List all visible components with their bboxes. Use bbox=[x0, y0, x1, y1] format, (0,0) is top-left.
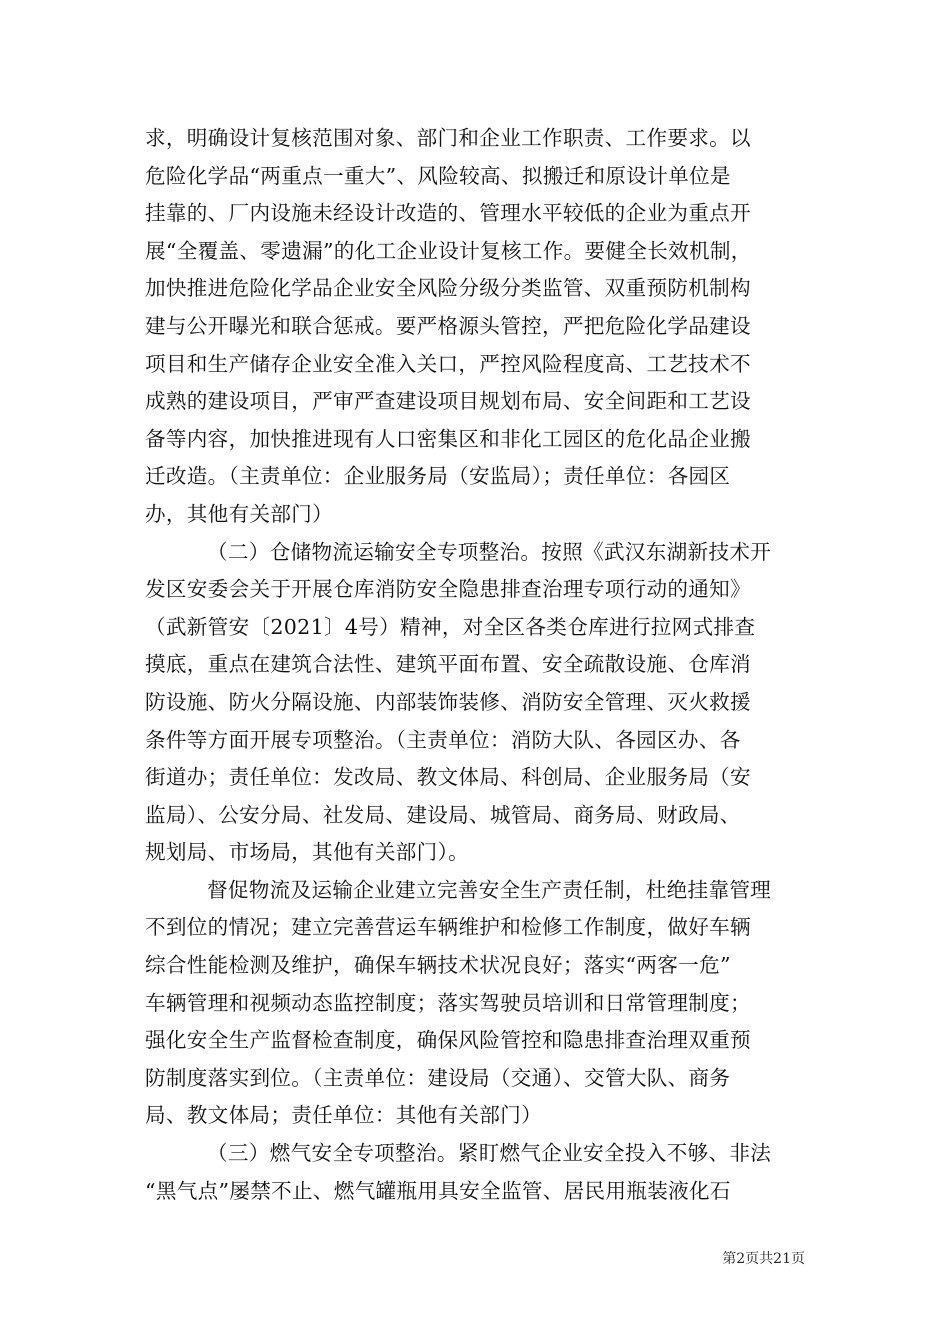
text-line: 挂靠的、厂内设施未经设计改造的、管理水平较低的企业为重点开 bbox=[145, 201, 751, 226]
text-line: 备等内容，加快推进现有人口密集区和非化工园区的危化品企业搬 bbox=[145, 426, 751, 451]
text-line: 摸底，重点在建筑合法性、建筑平面布置、安全疏散设施、仓库消 bbox=[145, 652, 751, 677]
document-body bbox=[145, 120, 805, 1210]
text-line: 街道办；责任单位：发改局、教文体局、科创局、企业服务局（安 bbox=[145, 765, 751, 790]
text-line: “黑气点”屡禁不止、燃气罐瓶用具安全监管、居民用瓶装液化石 bbox=[145, 1178, 731, 1203]
text-line: 迁改造。（主责单位：企业服务局（安监局）；责任单位：各园区 bbox=[145, 464, 731, 489]
text-line: 条件等方面开展专项整治。（主责单位：消防大队、各园区办、各 bbox=[145, 727, 741, 752]
paragraph-p2 bbox=[145, 534, 805, 872]
text-line: 防设施、防火分隔设施、内部装饰装修、消防安全管理、灭火救援 bbox=[145, 689, 751, 714]
paragraph-p4 bbox=[145, 1135, 805, 1210]
text-line: 综合性能检测及维护，确保车辆技术状况良好；落实“两客一危” bbox=[145, 953, 731, 978]
page-number: 第2页共21页 bbox=[722, 1251, 805, 1267]
text-line: （三）燃气安全专项整治。紧盯燃气企业安全投入不够、非法 bbox=[207, 1141, 772, 1166]
text-line: 规划局、市场局，其他有关部门）。 bbox=[145, 840, 469, 865]
text-line: 局、教文体局；责任单位：其他有关部门） bbox=[145, 1103, 542, 1128]
text-line: 展“全覆盖、零遗漏”的化工企业设计复核工作。要健全长效机制， bbox=[145, 238, 752, 263]
text-line: （武新管安〔2021〕4号）精神，对全区各类仓库进行拉网式排查 bbox=[145, 614, 756, 639]
text-line: 项目和生产储存企业安全准入关口，严控风险程度高、工艺技术不 bbox=[145, 351, 751, 376]
text-line: 办，其他有关部门） bbox=[145, 501, 334, 526]
text-line: 求，明确设计复核范围对象、部门和企业工作职责、工作要求。以 bbox=[145, 126, 751, 150]
text-line: 建与公开曝光和联合惩戒。要严格源头管控，严把危险化学品建设 bbox=[145, 313, 751, 338]
text-line: 危险化学品“两重点一重大”、风险较高、拟搬迁和原设计单位是 bbox=[145, 163, 731, 188]
text-line: 防制度落实到位。（主责单位：建设局（交通）、交管大队、商务 bbox=[145, 1065, 731, 1090]
text-line: 发区安委会关于开展仓库消防安全隐患排查治理专项行动的通知》 bbox=[145, 577, 751, 602]
paragraph-p1 bbox=[145, 120, 805, 534]
text-line: （二）仓储物流运输安全专项整治。按照《武汉东湖新技术开 bbox=[207, 539, 772, 564]
text-line: 成熟的建设项目，严审严查建设项目规划布局、安全间距和工艺设 bbox=[145, 389, 751, 414]
text-line: 车辆管理和视频动态监控制度；落实驾驶员培训和日常管理制度； bbox=[145, 990, 751, 1015]
text-line: 加快推进危险化学品企业安全风险分级分类监管、双重预防机制构 bbox=[145, 276, 751, 301]
text-line: 监局）、公安分局、社发局、建设局、城管局、商务局、财政局、 bbox=[145, 802, 741, 827]
text-line: 不到位的情况；建立完善营运车辆维护和检修工作制度，做好车辆 bbox=[145, 915, 751, 940]
text-line: 督促物流及运输企业建立完善安全生产责任制，杜绝挂靠管理 bbox=[207, 877, 772, 902]
text-line: 强化安全生产监督检查制度，确保风险管控和隐患排查治理双重预 bbox=[145, 1028, 751, 1053]
paragraph-p3 bbox=[145, 872, 805, 1135]
